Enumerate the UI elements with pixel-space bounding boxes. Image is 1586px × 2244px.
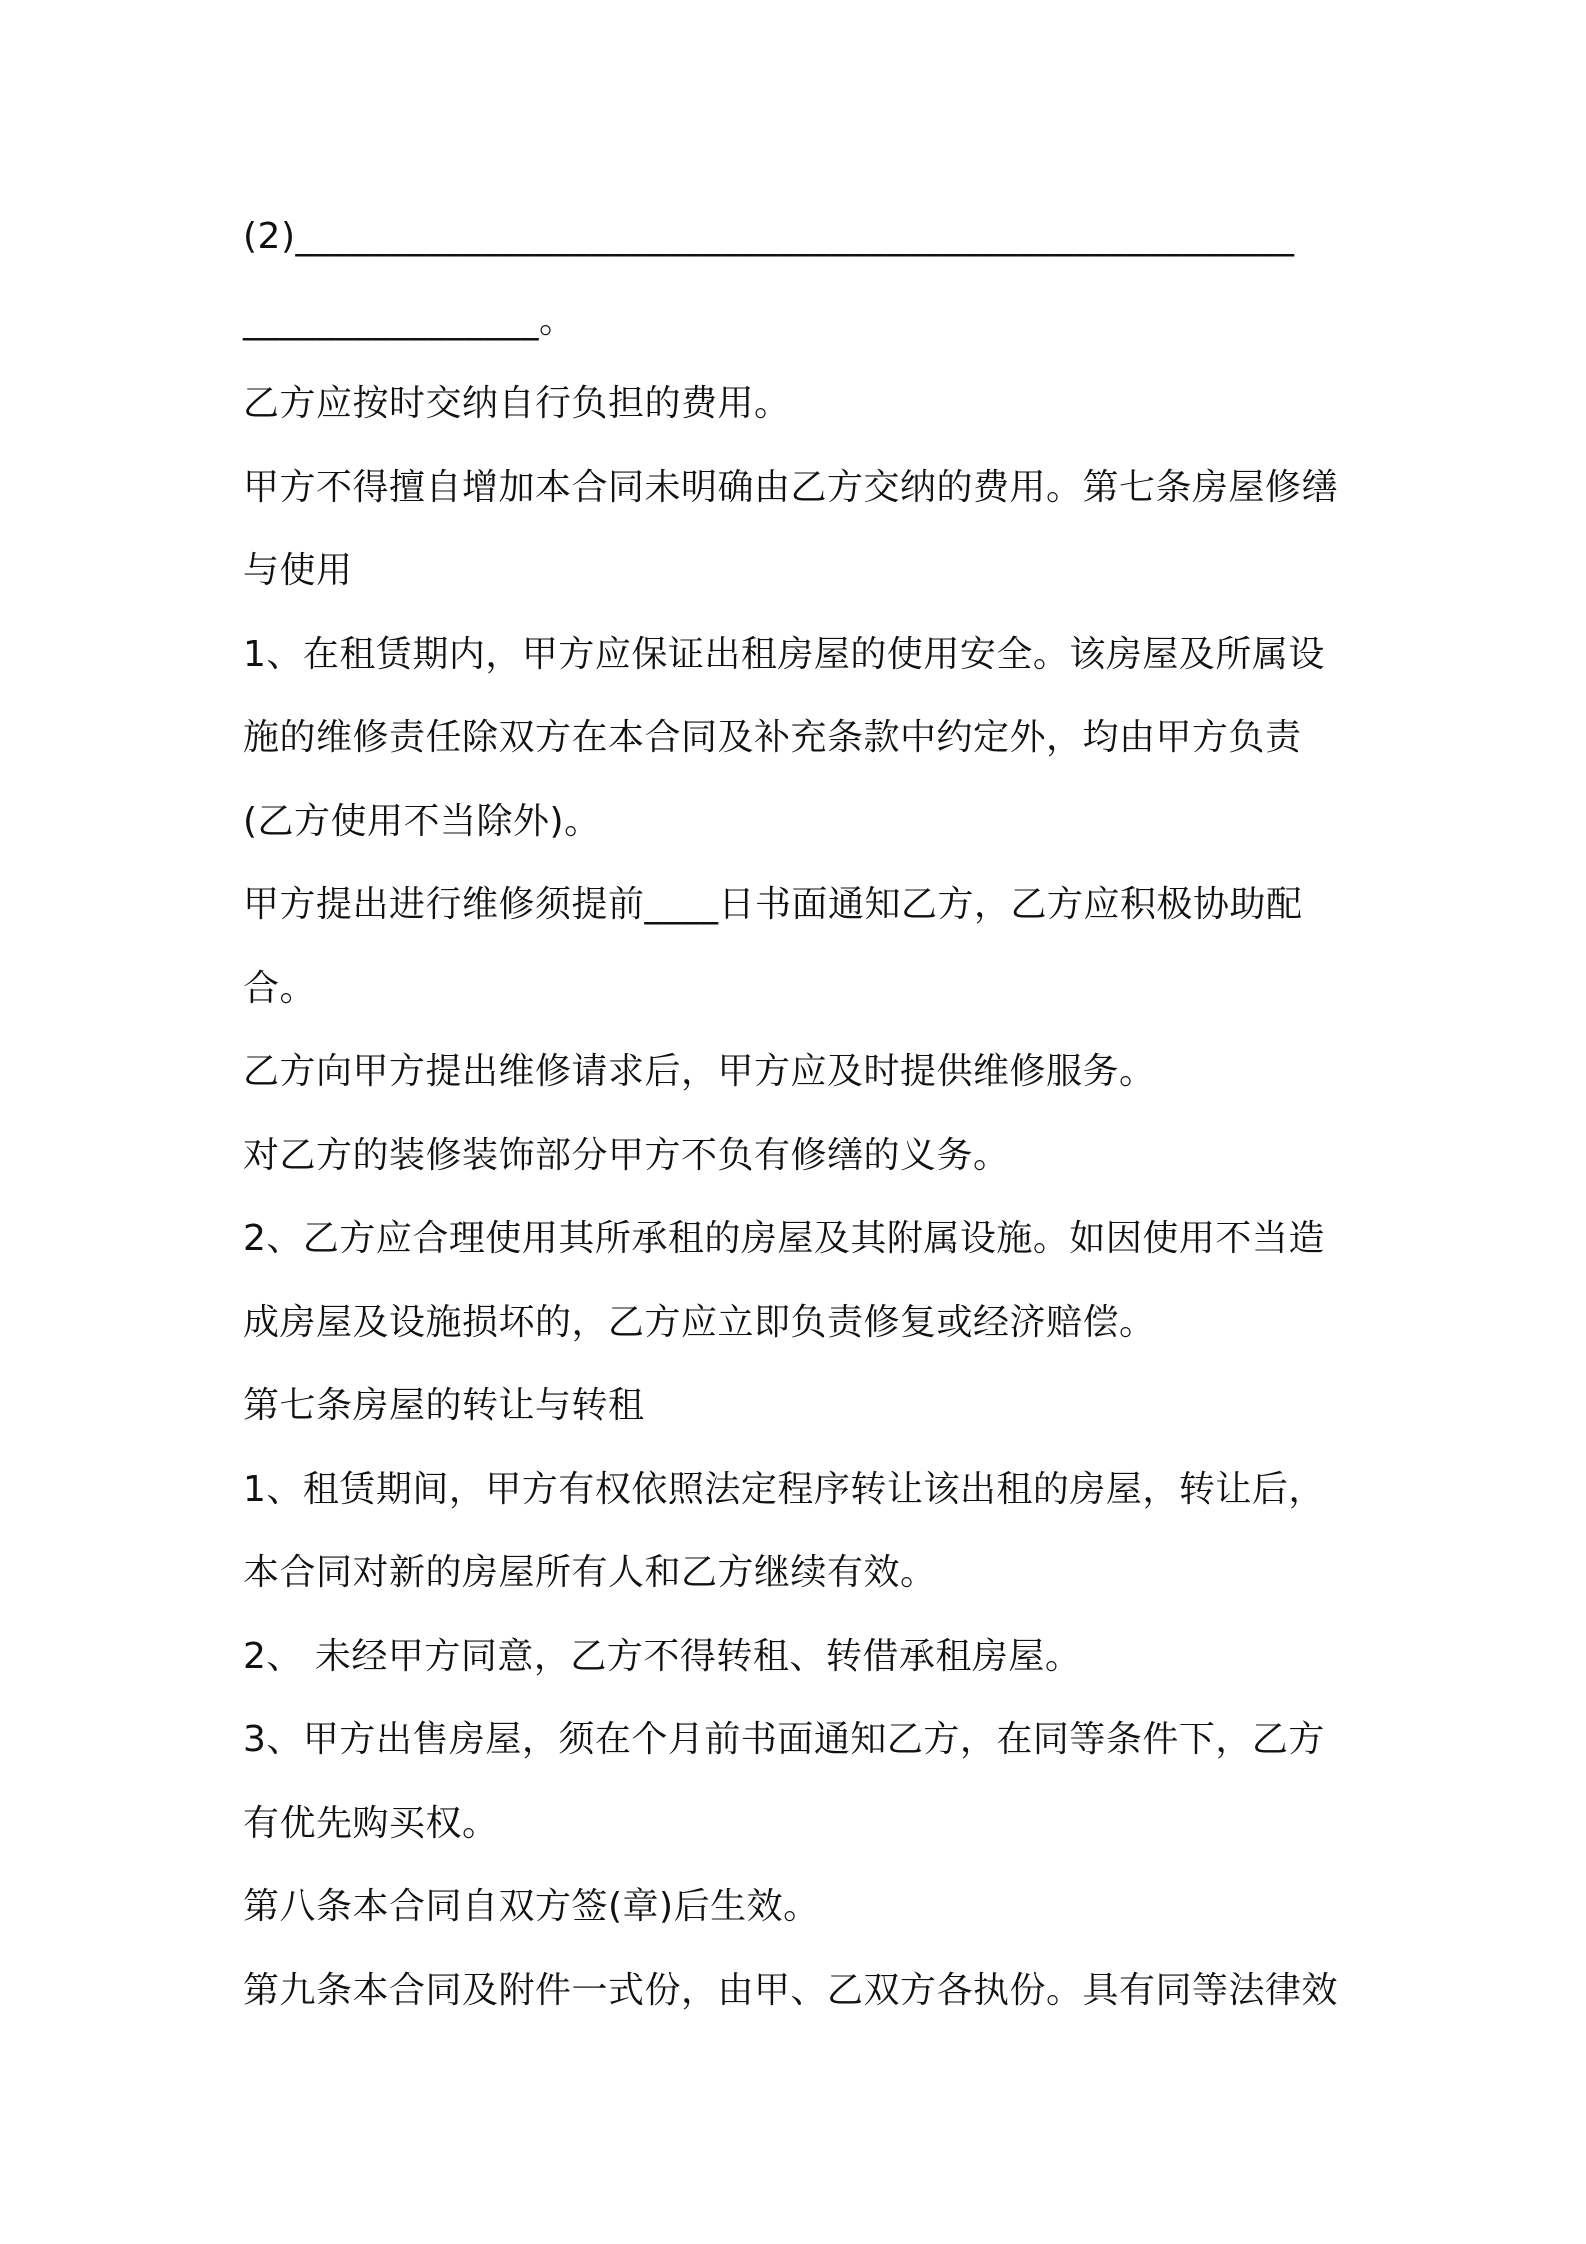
text-line: 与使用: [243, 550, 353, 591]
text-line: 甲方不得擅自增加本合同未明确由乙方交纳的费用。第七条房屋修缮: [243, 467, 1339, 508]
text-line: 乙方向甲方提出维修请求后，甲方应及时提供维修服务。: [243, 1051, 1156, 1092]
text-line: 2、 未经甲方同意，乙方不得转租、转借承租房屋。: [243, 1636, 1082, 1677]
text-line: 有优先购买权。: [243, 1803, 499, 1844]
text-line: (2)______________________________________________________: [243, 216, 1295, 257]
text-line: 第九条本合同及附件一式份，由甲、乙双方各执份。具有同等法律效: [243, 1970, 1339, 2011]
text-line: 甲方提出进行维修须提前____日书面通知乙方，乙方应积极协助配: [243, 884, 1303, 925]
text-line: 第七条房屋的转让与转租: [243, 1385, 645, 1426]
text-line: 第八条本合同自双方签(章)后生效。: [243, 1886, 820, 1927]
text-line: 2、乙方应合理使用其所承租的房屋及其附属设施。如因使用不当造: [243, 1218, 1325, 1259]
text-line: 乙方应按时交纳自行负担的费用。: [243, 383, 791, 424]
text-line: 1、在租赁期内，甲方应保证出租房屋的使用安全。该房屋及所属设: [243, 634, 1325, 675]
text-line: 施的维修责任除双方在本合同及补充条款中约定外，均由甲方负责: [243, 717, 1302, 758]
text-line: ________________。: [243, 300, 576, 341]
text-line: 3、甲方出售房屋，须在个月前书面通知乙方，在同等条件下，乙方: [243, 1719, 1325, 1760]
text-line: 1、租赁期间，甲方有权依照法定程序转让该出租的房屋，转让后，: [243, 1469, 1325, 1510]
text-line: 本合同对新的房屋所有人和乙方继续有效。: [243, 1552, 937, 1593]
text-line: 成房屋及设施损坏的，乙方应立即负责修复或经济赔偿。: [243, 1302, 1156, 1343]
text-line: 合。: [243, 968, 317, 1009]
text-line: 对乙方的装修装饰部分甲方不负有修缮的义务。: [243, 1135, 1010, 1176]
text-line: (乙方使用不当除外)。: [243, 801, 601, 842]
